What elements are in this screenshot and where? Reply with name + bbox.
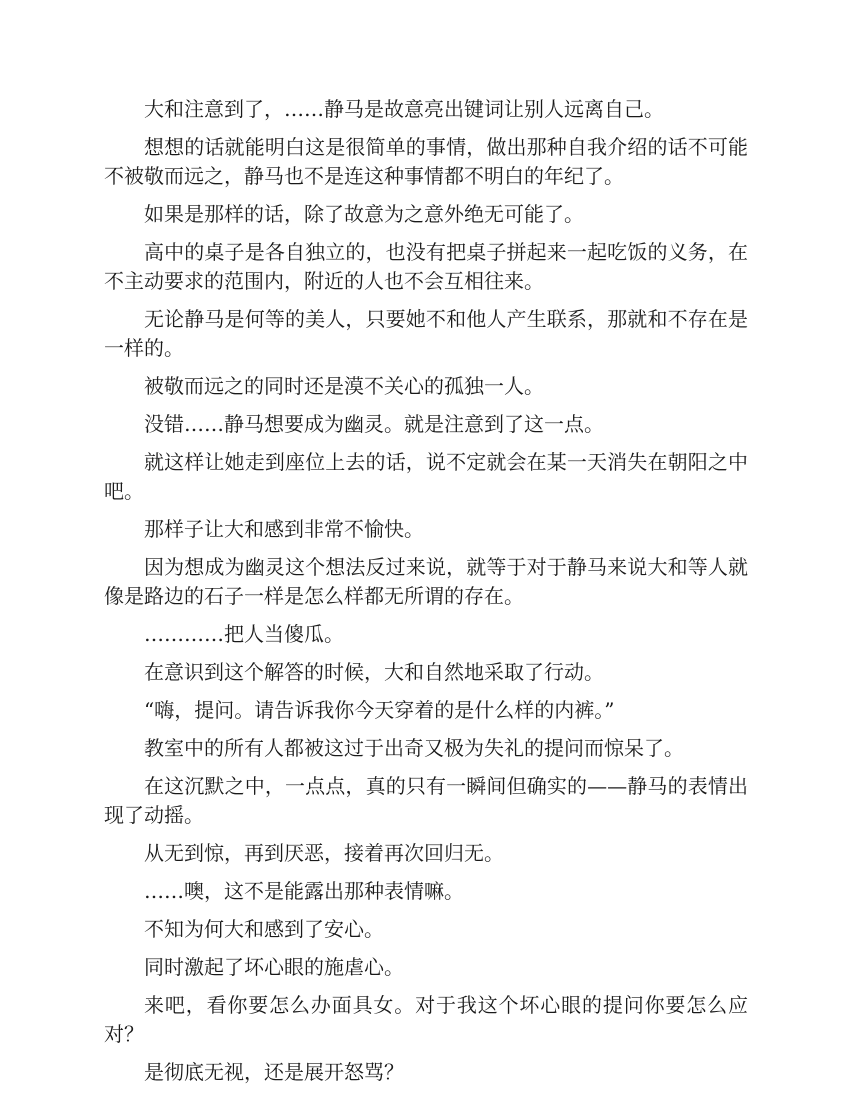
paragraph: 大和注意到了，……静马是故意亮出键词让别人远离自己。 [144, 97, 664, 121]
paragraph: 如果是那样的话，除了故意为之意外绝无可能了。 [144, 202, 584, 226]
paragraph: 不知为何大和感到了安心。 [144, 917, 384, 941]
paragraph: 想想的话就能明白这是很简单的事情，做出那种自我介绍的话不可能不被敬而远之，静马也不是连这种事情都不明白的年纪了。 [104, 135, 748, 188]
paragraph: “嗨，提问。请告诉我你今天穿着的是什么样的内裤。” [144, 698, 615, 722]
document-body [104, 95, 748, 1096]
paragraph: 因为想成为幽灵这个想法反过来说，就等于对于静马来说大和等人就像是路边的石子一样是怎么样都无所谓的存在。 [104, 555, 748, 608]
paragraph: 无论静马是何等的美人，只要她不和他人产生联系，那就和不存在是一样的。 [104, 307, 748, 360]
paragraph: 高中的桌子是各自独立的，也没有把桌子拼起来一起吃饭的义务，在不主动要求的范围内，附近的人也不会互相往来。 [104, 240, 748, 293]
paragraph: …………把人当傻瓜。 [144, 622, 344, 646]
paragraph: 被敬而远之的同时还是漠不关心的孤独一人。 [144, 374, 544, 398]
paragraph: 同时激起了坏心眼的施虐心。 [144, 955, 404, 979]
paragraph: 没错……静马想要成为幽灵。就是注意到了这一点。 [144, 412, 604, 436]
paragraph: ……噢，这不是能露出那种表情嘛。 [144, 879, 464, 903]
paragraph: 来吧，看你要怎么办面具女。对于我这个坏心眼的提问你要怎么应对？ [104, 993, 748, 1046]
paragraph: 那样子让大和感到非常不愉快。 [144, 517, 424, 541]
paragraph: 在意识到这个解答的时候，大和自然地采取了行动。 [144, 660, 604, 684]
paragraph: 从无到惊，再到厌恶，接着再次回归无。 [144, 841, 504, 865]
paragraph: 就这样让她走到座位上去的话，说不定就会在某一天消失在朝阳之中吧。 [104, 450, 748, 503]
paragraph: 教室中的所有人都被这过于出奇又极为失礼的提问而惊呆了。 [144, 736, 684, 760]
paragraph: 在这沉默之中，一点点，真的只有一瞬间但确实的——静马的表情出现了动摇。 [104, 774, 748, 827]
paragraph: 是彻底无视，还是展开怒骂？ [144, 1060, 404, 1084]
